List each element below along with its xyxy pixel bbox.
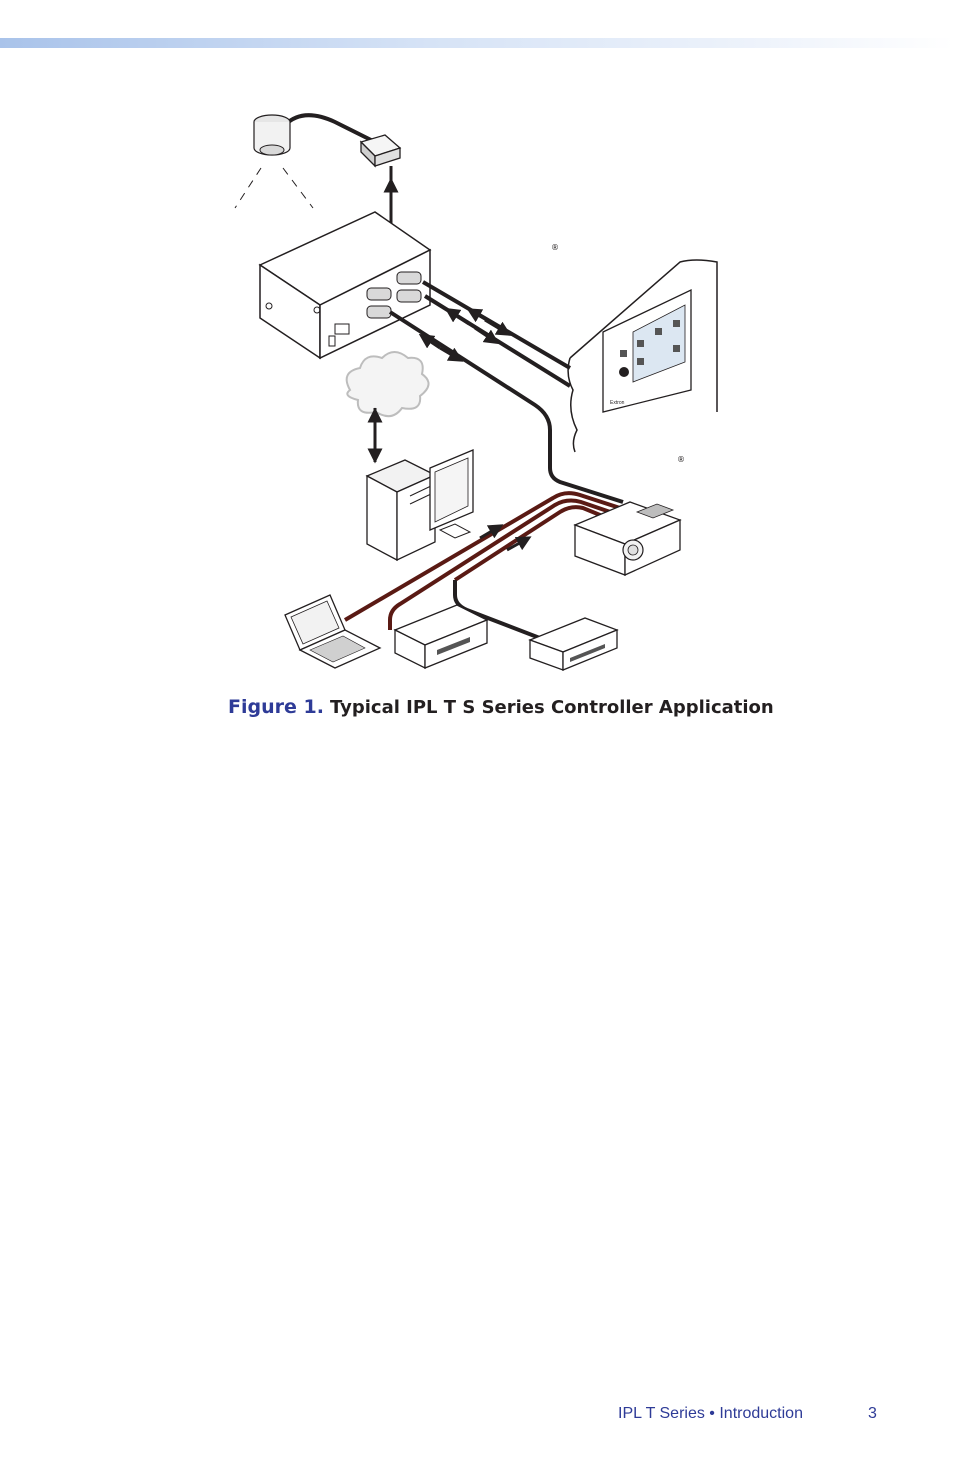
page-number: 3: [868, 1405, 877, 1422]
footer-section: IPL T Series • Introduction: [618, 1405, 803, 1422]
header-band: [0, 38, 954, 48]
occupancy-sensor-icon: [235, 115, 313, 208]
wall-plate-icon: [568, 260, 717, 452]
registered-mark: ®: [677, 455, 685, 464]
ipl-controller-icon: [260, 212, 430, 358]
dvd-player-icon: [530, 618, 617, 670]
figure-caption: [228, 696, 774, 718]
pir-cable: [285, 115, 375, 142]
controller-panel-cables: [423, 282, 570, 386]
vcr-icon: [395, 605, 487, 668]
relay-box-icon: [361, 135, 400, 166]
registered-mark: ®: [551, 243, 559, 252]
figure-label: Figure 1.: [228, 696, 324, 718]
svg-text:Extron: Extron: [610, 400, 625, 406]
figure-title: Typical IPL T S Series Controller Application: [329, 697, 774, 718]
computer-icon: [367, 450, 473, 560]
network-cloud-icon: [347, 352, 429, 416]
application-diagram: [225, 100, 730, 690]
